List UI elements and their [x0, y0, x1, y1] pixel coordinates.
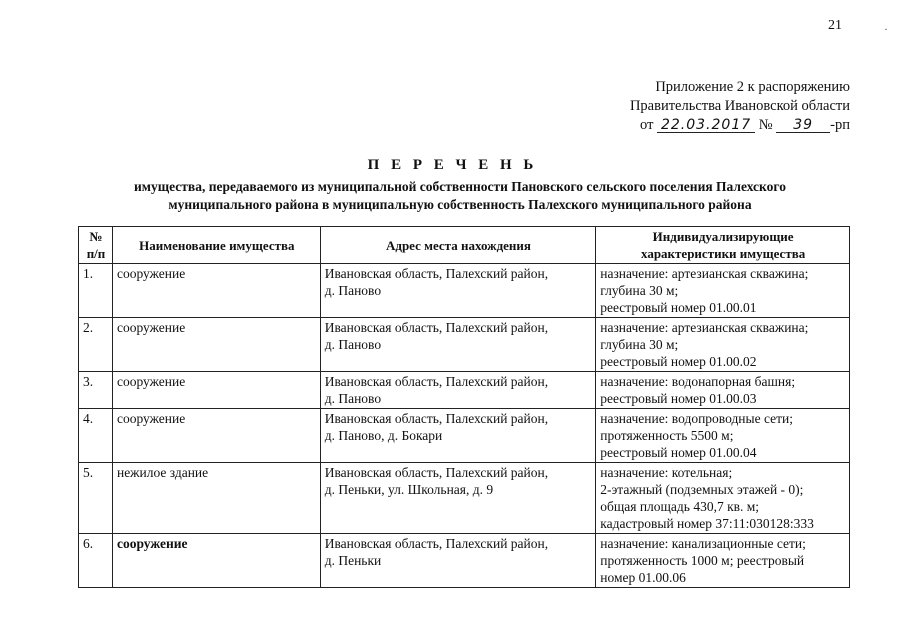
table-row [79, 264, 850, 318]
row-characteristics: назначение: водонапорная башня; реестровый номер 01.00.03 [596, 372, 850, 409]
row-number: 4. [79, 409, 113, 463]
header-characteristics: Индивидуализирующие характеристики имущества [596, 227, 850, 264]
table-row [79, 409, 850, 463]
table-row [79, 534, 850, 588]
row-characteristics: назначение: артезианская скважина; глубина 30 м; реестровый номер 01.00.02 [596, 318, 850, 372]
row-number: 2. [79, 318, 113, 372]
appendix-line-2: Правительства Ивановской области [629, 98, 850, 114]
row-address: Ивановская область, Палехский район, д. Пеньки [320, 534, 596, 588]
page-number: 21 [828, 18, 842, 33]
subtitle-line-2: муниципального района в муниципальную собственность Палехского муниципального района [168, 197, 752, 212]
header-num: № п/п [79, 227, 113, 264]
from-label: от [640, 117, 654, 133]
header-name: Наименование имущества [112, 227, 320, 264]
row-name: нежилое здание [112, 463, 320, 534]
document-subtitle [60, 178, 860, 214]
document-title: П Е Р Е Ч Е Н Ь [367, 157, 538, 173]
table-header-row [79, 227, 850, 264]
row-characteristics: назначение: котельная; 2-этажный (подземных этажей - 0); общая площадь 430,7 кв. м; кадастровый номер 37:11:030128:333 [596, 463, 850, 534]
row-address: Ивановская область, Палехский район, д. Паново [320, 318, 596, 372]
row-name: сооружение [112, 534, 320, 588]
row-number: 3. [79, 372, 113, 409]
row-name: сооружение [112, 318, 320, 372]
table-row [79, 463, 850, 534]
row-name: сооружение [112, 409, 320, 463]
row-address: Ивановская область, Палехский район, д. Паново, д. Бокари [320, 409, 596, 463]
table-row [79, 372, 850, 409]
scan-mark: · [884, 22, 888, 36]
row-characteristics: назначение: артезианская скважина; глубина 30 м; реестровый номер 01.00.01 [596, 264, 850, 318]
handwritten-date: 22.03.2017 [657, 118, 755, 133]
row-address: Ивановская область, Палехский район, д. Паново [320, 264, 596, 318]
handwritten-number: 39 [776, 118, 830, 133]
number-suffix: -рп [830, 117, 850, 133]
table-row [79, 318, 850, 372]
number-label: № [758, 117, 773, 133]
row-number: 5. [79, 463, 113, 534]
appendix-line-3 [630, 116, 850, 135]
appendix-line-1: Приложение 2 к распоряжению [655, 79, 850, 95]
row-name: сооружение [112, 372, 320, 409]
appendix-header [630, 78, 850, 135]
row-characteristics: назначение: водопроводные сети; протяженность 5500 м; реестровый номер 01.00.04 [596, 409, 850, 463]
row-characteristics: назначение: канализационные сети; протяженность 1000 м; реестровый номер 01.00.06 [596, 534, 850, 588]
header-address: Адрес места нахождения [320, 227, 596, 264]
property-table [78, 226, 850, 588]
row-address: Ивановская область, Палехский район, д. Паново [320, 372, 596, 409]
row-number: 6. [79, 534, 113, 588]
row-address: Ивановская область, Палехский район, д. Пеньки, ул. Школьная, д. 9 [320, 463, 596, 534]
subtitle-line-1: имущества, передаваемого из муниципальной собственности Пановского сельского поселения Палехского [134, 179, 786, 194]
row-number: 1. [79, 264, 113, 318]
row-name: сооружение [112, 264, 320, 318]
